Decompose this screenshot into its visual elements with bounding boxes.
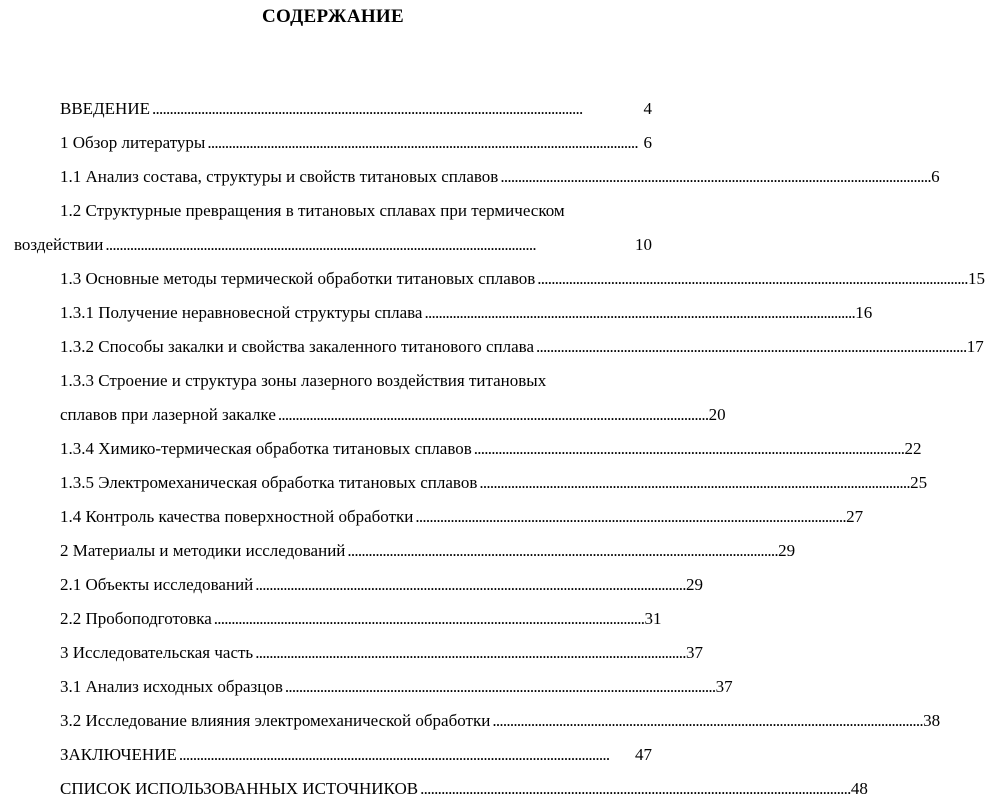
toc-page-number: 29	[686, 575, 704, 594]
toc-entry	[0, 296, 873, 330]
toc-entry	[0, 126, 666, 160]
toc-entry-title: сплавов при лазерной закалке	[60, 405, 276, 424]
dot-leader	[207, 126, 641, 160]
toc-page-number: 16	[855, 303, 873, 322]
toc-page-number: 38	[923, 711, 941, 730]
toc-entry-title: 2.2 Пробоподготовка	[60, 609, 212, 628]
toc-entry	[0, 466, 928, 500]
toc-entry-title-line: 1.3.3 Строение и структура зоны лазерного воздействия титановых	[60, 371, 547, 390]
toc-page-number: 4	[643, 99, 652, 118]
toc-entry	[0, 534, 796, 568]
dot-leader	[347, 534, 776, 568]
page-title: СОДЕРЖАНИЕ	[262, 6, 404, 27]
toc-entry	[0, 160, 940, 194]
toc-page-number: 37	[715, 677, 733, 696]
dot-leader	[278, 398, 707, 432]
dot-leader	[500, 160, 929, 194]
toc-entry-title: ЗАКЛЮЧЕНИЕ	[60, 745, 177, 764]
table-of-contents	[0, 92, 985, 806]
toc-page-number: 15	[968, 269, 985, 288]
toc-page-number: 47	[635, 745, 652, 764]
toc-entry	[0, 500, 864, 534]
toc-page-number: 6	[931, 167, 940, 186]
toc-page-number: 20	[708, 405, 726, 424]
toc-entry	[0, 432, 922, 466]
toc-entry-title: 3 Исследовательская часть	[60, 643, 254, 662]
toc-entry-title: 3.1 Анализ исходных образцов	[60, 677, 283, 696]
toc-entry	[0, 670, 733, 704]
dot-leader	[105, 228, 633, 262]
toc-entry	[0, 704, 941, 738]
toc-entry	[0, 330, 984, 364]
toc-entry-title: 1.3 Основные методы термической обработки титановых сплавов	[60, 269, 536, 288]
toc-entry-title: 3.2 Исследование влияния электромеханической обработки	[60, 711, 491, 730]
toc-page-number: 6	[643, 133, 652, 152]
dot-leader	[479, 466, 908, 500]
toc-entry	[0, 772, 868, 806]
toc-entry-title: воздействии	[14, 235, 104, 254]
toc-entry-title: СПИСОК ИСПОЛЬЗОВАННЫХ ИСТОЧНИКОВ	[60, 779, 419, 798]
toc-entry	[0, 364, 726, 432]
dot-leader	[420, 772, 849, 806]
toc-page-number: 27	[846, 507, 864, 526]
toc-page-number: 17	[966, 337, 984, 356]
toc-entry	[0, 262, 985, 296]
toc-entry	[0, 568, 704, 602]
toc-page-number: 37	[685, 643, 703, 662]
toc-page-number: 48	[850, 779, 868, 798]
toc-entry-title-line: 1.2 Структурные превращения в титановых сплавах при термическом	[60, 201, 565, 220]
toc-entry-title: 1.3.5 Электромеханическая обработка титановых сплавов	[60, 473, 478, 492]
toc-entry-title: 1.1 Анализ состава, структуры и свойств титановых сплавов	[60, 167, 499, 186]
toc-entry-title: 1.3.2 Способы закалки и свойства закаленного титанового сплава	[60, 337, 535, 356]
dot-leader	[536, 330, 965, 364]
dot-leader	[152, 92, 642, 126]
toc-entry-title: ВВЕДЕНИЕ	[60, 99, 150, 118]
dot-leader	[214, 602, 643, 636]
toc-entry-title: 1.4 Контроль качества поверхностной обработки	[60, 507, 414, 526]
toc-entry-title: 1 Обзор литературы	[60, 133, 206, 152]
toc-entry-title: 2 Материалы и методики исследований	[60, 541, 346, 560]
dot-leader	[255, 636, 684, 670]
toc-page-number: 22	[904, 439, 922, 458]
toc-page-number: 29	[778, 541, 796, 560]
toc-entry	[0, 738, 666, 772]
toc-page-number: 25	[910, 473, 928, 492]
toc-entry-title: 1.3.1 Получение неравновесной структуры сплава	[60, 303, 423, 322]
dot-leader	[285, 670, 714, 704]
toc-page-number: 10	[635, 235, 652, 254]
toc-page-number: 31	[644, 609, 662, 628]
toc-entry-title: 2.1 Объекты исследований	[60, 575, 254, 594]
dot-leader	[474, 432, 903, 466]
dot-leader	[179, 738, 633, 772]
toc-entry	[0, 636, 703, 670]
toc-entry	[0, 92, 666, 126]
dot-leader	[255, 568, 684, 602]
dot-leader	[537, 262, 966, 296]
dot-leader	[492, 704, 921, 738]
toc-entry	[0, 194, 666, 262]
dot-leader	[424, 296, 853, 330]
toc-entry	[0, 602, 666, 636]
toc-entry-title: 1.3.4 Химико-термическая обработка титановых сплавов	[60, 439, 472, 458]
dot-leader	[415, 500, 844, 534]
